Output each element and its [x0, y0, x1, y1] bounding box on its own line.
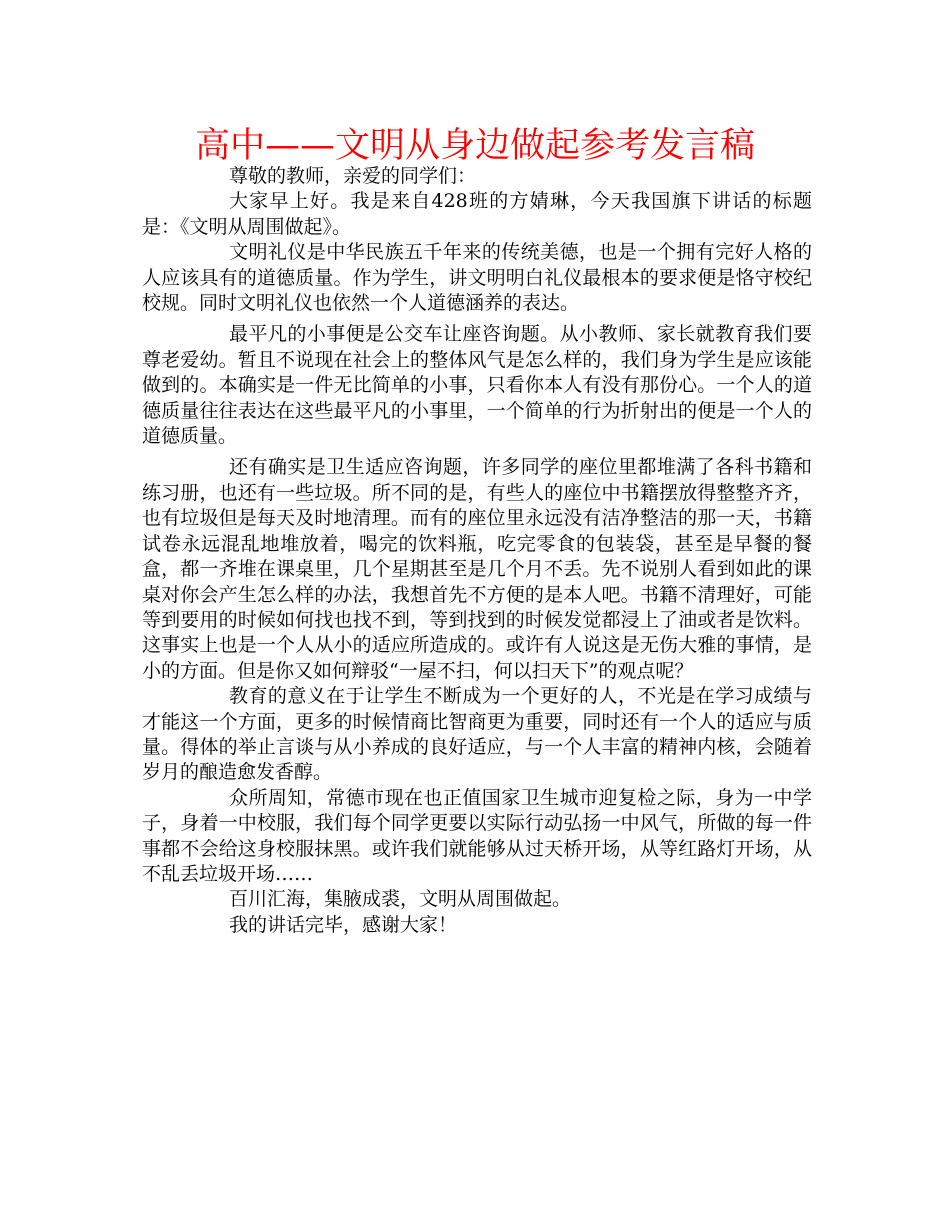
paragraph-bus-seat: 最平凡的小事便是公交车让座咨询题。从小教师、家长就教育我们要尊老爱幼。暂且不说现在社会上的整体风气是怎么样的，我们身为学生是应该能做到的。本确实是一件无比简单的小事，只看你本人有没有那份心。一个人的道德质量往往表达在这些最平凡的小事里，一个简单的行为折射出的便是一个人的道德质量。	[142, 323, 812, 448]
paragraph-education-meaning: 教育的意义在于让学生不断成为一个更好的人，不光是在学习成绩与才能这一个方面，更多的时候情商比智商更为重要，同时还有一个人的适应与质量。得体的举止言谈与从小养成的良好适应，与一个人丰富的精神内核，会随着岁月的酿造愈发香醇。	[142, 685, 812, 784]
paragraph-thanks: 我的讲话完毕，感谢大家！	[229, 913, 458, 936]
document-title: 高中——文明从身边做起参考发言稿	[194, 126, 755, 166]
paragraph-salutation: 尊敬的教师，亲爱的同学们：	[229, 165, 477, 187]
paragraph-hygiene-habits: 还有确实是卫生适应咨询题，许多同学的座位里都堆满了各科书籍和练习册，也还有一些垃圾。所不同的是，有些人的座位中书籍摆放得整整齐齐，也有垃圾但是每天及时地清理。而有的座位里永远没有洁净整洁的那一天，书籍试卷永远混乱地堆放着，喝完的饮料瓶，吃完零食的包装袋，甚至是早餐的餐盒，都一齐堆在课桌里，几个星期甚至是几个月不丢。先不说别人看到如此的课桌对你会产生怎么样的办法，我想首先不方便的是本人吧。书籍不清理好，可能等到要用的时候如何找也找不到，等到找到的时候发觉都浸上了油或者是饮料。这事实上也是一个人从小的适应所造成的。或许有人说这是无伤大雅的事情，是小的方面。但是你又如何辩驳“一屋不扫，何以扫天下”的观点呢？	[142, 456, 812, 682]
paragraph-civility-tradition: 文明礼仪是中华民族五千年来的传统美德，也是一个拥有完好人格的人应该具有的道德质量。作为学生，讲文明明白礼仪最根本的要求便是恪守校纪校规。同时文明礼仪也依然一个人道德涵养的表达。	[142, 241, 812, 315]
paragraph-greeting: 大家早上好。我是来自428班的方婧琳，今天我国旗下讲话的标题是：《文明从周围做起》。	[142, 190, 812, 238]
paragraph-closing-motto: 百川汇海，集腋成裘，文明从周围做起。	[229, 888, 572, 911]
document-body	[142, 164, 812, 938]
paragraph-city-inspection: 众所周知，常德市现在也正值国家卫生城市迎复检之际，身为一中学子，身着一中校服，我们每个同学更要以实际行动弘扬一中风气，所做的每一件事都不会给这身校服抹黑。或许我们就能够从过天桥开场，从等红路灯开场，从不乱丢垃圾开场……	[142, 786, 812, 885]
